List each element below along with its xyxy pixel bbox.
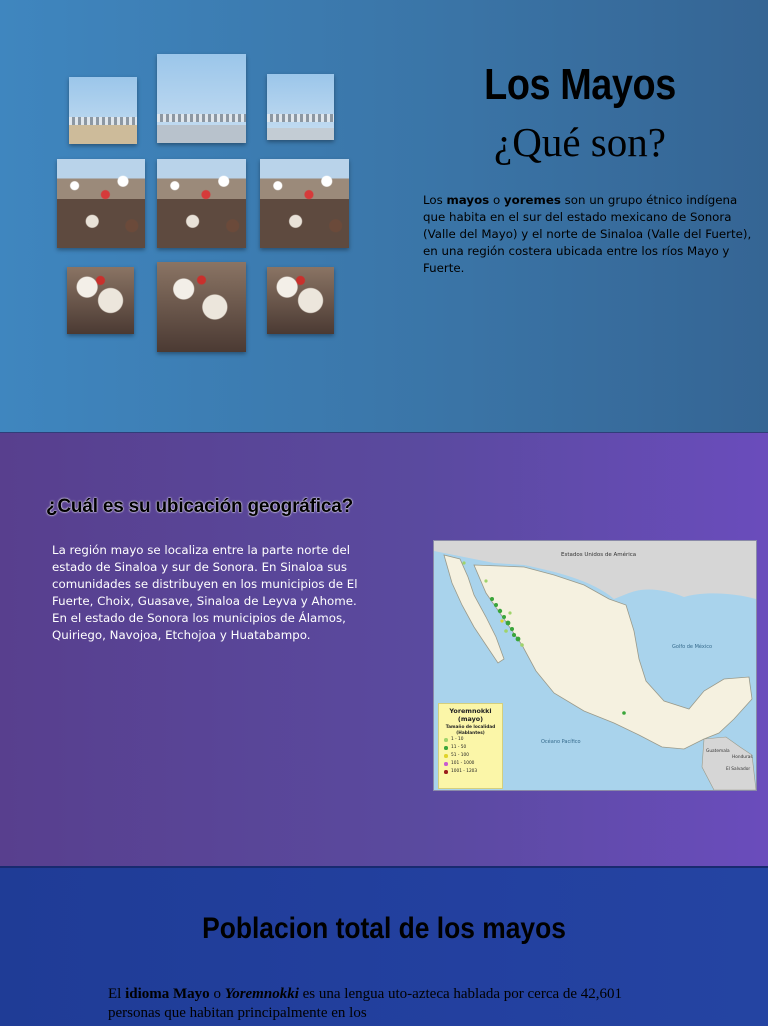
description-paragraph bbox=[423, 192, 759, 277]
desc-run: o bbox=[489, 193, 504, 207]
map-label-honduras: Honduras bbox=[732, 755, 753, 760]
population-title: Poblacion total de los mayos bbox=[202, 912, 566, 945]
slide-que-son bbox=[0, 0, 768, 432]
legend-title: Yoremnokki bbox=[449, 707, 492, 715]
map-legend bbox=[438, 703, 503, 789]
map-label-guatemala: Guatemala bbox=[706, 749, 730, 754]
body-run-bold-italic: Yoremnokki bbox=[224, 986, 299, 1002]
section-title: ¿Cuál es su ubicación geográfica? bbox=[46, 496, 353, 517]
body-run: o bbox=[209, 986, 225, 1002]
photo-tile bbox=[157, 262, 246, 352]
desc-run-bold: yoremes bbox=[503, 193, 561, 207]
legend-heading: Tamaño de localidad bbox=[445, 725, 496, 730]
section-body: La región mayo se localiza entre la parte norte del estado de Sinaloa y sur de Sonora. En Sinaloa sus comunidades se distribuyen en los municipios de El Fuerte, Choix, Guasave, Sinaloa de Leyva y Ahome. En el estado de Sonora los municipios de Álamos, Quiriego, Navojoa, Etchojoa y Huatabampo. bbox=[52, 543, 358, 642]
photo-tile bbox=[267, 267, 334, 334]
legend-item: 1001 - 1203 bbox=[439, 768, 502, 776]
legend-heading-sub: (Hablantes) bbox=[456, 730, 485, 736]
map-label-usa: Estados Unidos de América bbox=[561, 552, 637, 558]
photo-tile bbox=[157, 159, 246, 248]
map-label-salvador: El Salvador bbox=[726, 767, 751, 772]
language-map bbox=[433, 540, 757, 791]
body-run-bold: idioma Mayo bbox=[125, 986, 210, 1002]
legend-item: 101 - 1000 bbox=[439, 760, 502, 768]
population-body bbox=[108, 985, 628, 1023]
legend-item: 11 - 50 bbox=[439, 744, 502, 752]
slide-title: Los Mayos bbox=[484, 60, 676, 109]
desc-run: Los bbox=[423, 193, 447, 207]
desc-run-bold: mayos bbox=[446, 193, 490, 207]
photo-tile bbox=[67, 267, 134, 334]
map-label-gulf: Golfo de México bbox=[672, 644, 713, 650]
body-run: El bbox=[108, 986, 126, 1002]
photo-tile bbox=[267, 74, 334, 140]
body-run: es una lengua uto-azteca hablada por cerca de 42,601 personas que habitan principalmente en los bbox=[108, 986, 623, 1021]
photo-tile bbox=[157, 54, 246, 143]
legend-item: 1 - 10 bbox=[439, 736, 502, 744]
photo-tile bbox=[260, 159, 349, 248]
legend-title-sub: (mayo) bbox=[457, 715, 484, 723]
desc-run: son un grupo étnico indígena que habita en el sur del estado mexicano de Sonora (Valle del Mayo) y el norte de Sinaloa (Valle del Fuerte), en una región costera ubicada entre los ríos Mayo y Fuerte. bbox=[423, 193, 752, 275]
legend-item: 51 - 100 bbox=[439, 752, 502, 760]
map-label-ocean: Océano Pacífico bbox=[541, 739, 581, 745]
photo-tile bbox=[69, 77, 137, 144]
photo-tile bbox=[57, 159, 145, 248]
slide-subtitle: ¿Qué son? bbox=[494, 119, 666, 165]
